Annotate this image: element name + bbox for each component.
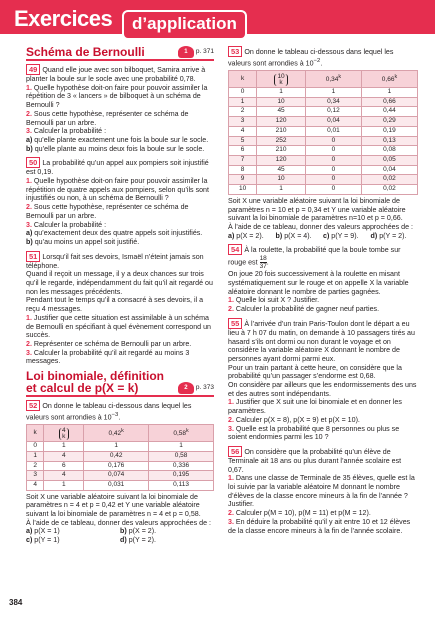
table-cell: 10 [257, 175, 306, 185]
question-text: Quelle hypothèse doit-on faire pour pouvoir assimiler la répétition de quatre appels aux pompiers, selon qu’ils sont injustifiés ou non, à un schéma de Bernoulli ? [26, 177, 209, 203]
col-header [305, 71, 361, 88]
section-binomial [26, 370, 214, 397]
table-cell: 6 [44, 461, 84, 471]
table-cell: 0 [305, 146, 361, 156]
table-cell: 0,66 [361, 97, 417, 107]
fraction-denominator: 37 [259, 263, 267, 271]
table-cell: 5 [229, 136, 257, 146]
question-number: 2. [26, 339, 32, 348]
table-cell: 0 [305, 185, 361, 195]
table-cell: 0 [305, 155, 361, 165]
table-row [229, 165, 418, 175]
exercise-intro: Lorsqu’il fait ses devoirs, Ismaël n’éteint jamais son téléphone. [26, 252, 204, 270]
question-text: Calculer la probabilité qu’il ait regardé au moins 3 messages. [26, 348, 190, 366]
col-header: k [27, 425, 44, 442]
answer-item [120, 536, 214, 545]
exercise-intro: À la roulette, la probabilité que la boule tombe sur rouge est [228, 246, 401, 267]
table-cell: 4 [229, 126, 257, 136]
table-cell: 0,44 [361, 107, 417, 117]
item-text: p(Y = 2). [128, 536, 156, 545]
binomial-table [26, 424, 214, 491]
table-cell: 0,13 [361, 136, 417, 146]
table-cell: 0,02 [361, 185, 417, 195]
answer-item [120, 527, 214, 536]
paragraph: On considère par ailleurs que les endormissements des uns et des autres sont indépendants. [228, 381, 417, 398]
answer-item [276, 232, 324, 241]
table-cell: 0,42 [84, 451, 149, 461]
question-number: 3. [228, 424, 234, 433]
table-cell: 0 [229, 88, 257, 98]
question-text: Dans une classe de Terminale de 35 élèves, quelle est la loi suivie par la variable aléatoire M donnant le nombre d’élèves de la classe encore mineurs à la fin de l’année ? Justifier. [228, 474, 415, 509]
exercise-intro: On donne le tableau ci-dessous dans lequel les valeurs sont arrondies à 10 [228, 48, 394, 68]
question-number: 2. [228, 305, 234, 314]
table-cell: 1 [84, 442, 149, 452]
question-number: 1. [26, 313, 32, 322]
table-row [229, 136, 418, 146]
table-row [229, 97, 418, 107]
table-cell: 2 [27, 461, 44, 471]
table-row [229, 146, 418, 156]
table-cell: 0,05 [361, 155, 417, 165]
table-cell: 0,074 [84, 471, 149, 481]
table-cell: 1 [257, 185, 306, 195]
table-row [229, 155, 418, 165]
question-number: 2. [26, 203, 32, 212]
item-text: p(Y = 9). [331, 231, 359, 240]
table-cell: 0,08 [361, 146, 417, 156]
item-text: qu’elle plante au moins deux fois la boule sur le socle. [34, 144, 205, 153]
table-cell: 0,04 [305, 117, 361, 127]
item-letter: b) [26, 237, 33, 246]
question-text: Quelle est la probabilité que 8 personnes ou plus se soient endormies parmi les 10 ? [228, 424, 400, 442]
table-cell: 9 [229, 175, 257, 185]
item-text: p(X = 2). [128, 527, 157, 536]
table-cell: 45 [257, 107, 306, 117]
col-header-exp: k [338, 74, 342, 81]
paragraph: Quand il reçoit un message, il y a deux chances sur trois qu’il le regarde, indépendamment du fait qu’il ait regardé ou non les messages précédents. [26, 270, 213, 296]
question-number: 3. [26, 127, 32, 136]
exercise-number: 49 [26, 64, 40, 75]
col-header-base: 0,34 [325, 76, 339, 84]
table-cell: 120 [257, 155, 306, 165]
exercise-49 [26, 64, 214, 153]
paragraph: Soit X une variable aléatoire suivant la loi binomiale de paramètres n = 4 et p = 0,42 et Y une variable aléatoire suivant la loi binomiale de paramètres n = 4 et p = 0,58. [26, 492, 201, 519]
section-bernoulli [26, 46, 214, 61]
section-ref [178, 382, 214, 394]
exercise-51 [26, 251, 214, 366]
item-text: p(X = 4). [284, 231, 312, 240]
item-letter: b) [26, 144, 33, 153]
exponent: −3 [111, 412, 119, 419]
exercise-number: 56 [228, 446, 242, 457]
item-letter: c) [323, 231, 330, 240]
answer-item [371, 232, 419, 241]
fraction-numerator: 18 [259, 255, 267, 263]
table-cell: 6 [229, 146, 257, 156]
page-ref: p. 371 [195, 47, 214, 55]
table-cell: 45 [257, 165, 306, 175]
col-header [361, 71, 417, 88]
binom-coef [59, 428, 69, 440]
item-letter: b) [120, 527, 127, 536]
left-column [26, 46, 214, 549]
table-cell: 210 [257, 146, 306, 156]
table-row [27, 461, 214, 471]
binomial-table [228, 70, 418, 195]
question-number: 1. [228, 398, 234, 407]
paragraph: Soit X une variable aléatoire suivant la loi binomiale de paramètres n = 10 et p = 0,34 et Y une variable aléatoire suivant la loi binomiale de paramètres n=10 et p = 0,66. [228, 196, 406, 223]
exercise-50 [26, 157, 214, 246]
binom-bottom: k [279, 78, 283, 86]
item-letter: a) [228, 231, 235, 240]
binom-bottom: k [62, 432, 66, 440]
col-header [44, 425, 84, 442]
table-cell: 1 [361, 88, 417, 98]
col-header-exp: k [186, 428, 189, 435]
table-row [27, 451, 214, 461]
table-cell: 1 [44, 442, 84, 452]
item-text: p(Y = 1) [34, 536, 60, 545]
question-text: En déduire la probabilité qu’il y ait entre 10 et 12 élèves de la classe encore mineurs à la fin de l’année scolaire. [228, 517, 411, 535]
table-cell: 0,195 [149, 471, 214, 481]
question-text: Sous cette hypothèse, représenter ce schéma de Bernoulli par un arbre. [26, 109, 189, 127]
table-cell: 2 [229, 107, 257, 117]
exercise-number: 54 [228, 244, 242, 255]
item-letter: b) [275, 231, 283, 240]
table-cell: 0 [305, 165, 361, 175]
table-cell: 0 [27, 442, 44, 452]
table-cell: 120 [257, 117, 306, 127]
table-cell: 10 [257, 97, 306, 107]
table-cell: 1 [149, 442, 214, 452]
table-row [27, 480, 214, 490]
section-title: Schéma de Bernoulli [26, 45, 145, 59]
question-number: 3. [26, 220, 32, 229]
table-cell: 4 [44, 451, 84, 461]
table-cell: 0,336 [149, 461, 214, 471]
exercise-54: 54 À la roulette, la probabilité que la boule tombe sur rouge est $\frac{18}{37}$ . On joue 20 fois successivement à la roulette en misant systématiquement sur le rouge et on appelle X la variable aléatoire donnant le nombre de parties gagnées. 1. Quelle loi suit X ? Justifier. 2. Calculer la probabilité de gagner neuf parties. [228, 244, 418, 314]
table-row [229, 126, 418, 136]
table-cell: 10 [229, 185, 257, 195]
col-header-base: 0,42 [108, 430, 122, 438]
fraction [260, 255, 267, 270]
punctuation: . [118, 413, 121, 422]
table-cell: 4 [44, 471, 84, 481]
item-text: p(X = 1) [34, 527, 60, 536]
table-cell: 0,01 [305, 126, 361, 136]
exercise-intro: On donne le tableau ci-dessous dans lequel les valeurs sont arrondies à 10 [26, 402, 192, 422]
paragraph: À l’aide de ce tableau, donner des valeurs approchées de : [228, 222, 413, 231]
table-cell: 0 [305, 136, 361, 146]
question-number: 3. [26, 348, 32, 357]
table-row [27, 471, 214, 481]
table-row [229, 175, 418, 185]
answer-item [26, 527, 120, 536]
exercise-number: 53 [228, 46, 242, 57]
col-header [84, 425, 149, 442]
table-cell: 0,113 [149, 480, 214, 490]
table-cell: 7 [229, 155, 257, 165]
exercise-intro: Quand elle joue avec son bilboquet, Samira arrive à planter la boule sur le socle avec une probabilité 0,78. [26, 66, 206, 83]
table-cell: 0,29 [361, 117, 417, 127]
table-cell: 0,58 [149, 451, 214, 461]
table-cell: 0 [305, 175, 361, 185]
exercise-number: 51 [26, 251, 40, 262]
table-cell: 1 [27, 451, 44, 461]
table-cell: 3 [229, 117, 257, 127]
answers-row [26, 527, 214, 536]
paragraph: Pendant tout le temps qu’il a consacré à ses devoirs, il a reçu 4 messages. [26, 296, 204, 314]
item-letter: c) [26, 536, 33, 545]
question-text: Calculer la probabilité : [33, 127, 107, 136]
section-ref [178, 46, 214, 58]
table-cell: 4 [27, 480, 44, 490]
col-header: k [229, 71, 257, 88]
exercise-number: 52 [26, 400, 40, 411]
exponent: −2 [313, 58, 321, 64]
answers-row [26, 536, 214, 545]
table-cell: 1 [257, 88, 306, 98]
table-cell: 1 [229, 97, 257, 107]
table-cell: 210 [257, 126, 306, 136]
item-text: qu’exactement deux des quatre appels soit injustifiés. [34, 229, 203, 238]
table-row [229, 185, 418, 195]
item-text: qu’au moins un appel soit justifié. [34, 237, 140, 246]
col-header-exp: k [121, 428, 124, 435]
answer-item [26, 536, 120, 545]
table-cell: 0,02 [361, 175, 417, 185]
exercise-55 [228, 318, 418, 442]
paragraph: Pour un train partant à cette heure, on considère que la probabilité qu’un passager s’endorme est 0,68. [228, 363, 402, 381]
exercise-number: 55 [228, 318, 242, 329]
item-letter: a) [26, 527, 33, 536]
answer-item [228, 232, 276, 241]
paragraph: On joue 20 fois successivement à la roulette en misant systématiquement sur le rouge et on appelle X la variable aléatoire donnant le nombre de parties gagnées. [228, 270, 409, 296]
page-number: 384 [9, 598, 23, 607]
question-text: Calculer p(M = 10), p(M = 11) et p(M = 12). [235, 509, 371, 518]
col-header-base: 0,58 [173, 430, 187, 438]
method-badge-icon: 1 [178, 46, 194, 58]
page-header [0, 0, 435, 42]
table-body [229, 88, 418, 195]
section-title-line: et calcul de p(X = k) [26, 381, 139, 396]
item-text: p(X = 2). [236, 231, 264, 240]
col-header-exp: k [394, 74, 398, 81]
table-body [27, 442, 214, 491]
exercise-intro: À l’arrivée d’un train Paris-Toulon dont le départ a eu lieu à 7 h 07 du matin, on demande à 10 passagers tirés au hasard s’ils ont dormi ou non durant le voyage et on considère la variable aléatoire X donnant le nombre de personnes ayant dormi parmi eux. [228, 319, 415, 363]
question-text: Sous cette hypothèse, représenter ce schéma de Bernoulli par un arbre. [26, 203, 189, 220]
table-cell: 0,04 [361, 165, 417, 175]
table-row [229, 107, 418, 117]
exercise-56 [228, 446, 418, 535]
punctuation: . [320, 59, 323, 68]
binom-top: 10 [277, 72, 285, 80]
question-text: Quelle hypothèse doit-on faire pour pouvoir assimiler la répétition de 3 « lancers » de bilboquet à un schéma de Bernoulli ? [26, 83, 208, 110]
item-text: p(Y = 2). [379, 231, 407, 240]
binom-top: 4 [61, 426, 66, 434]
table-cell: 3 [27, 471, 44, 481]
answer-item [323, 232, 371, 241]
item-letter: a) [26, 229, 33, 238]
right-column [228, 46, 418, 539]
table-row [229, 117, 418, 127]
table-cell: 1 [305, 88, 361, 98]
item-letter: d) [370, 231, 378, 240]
question-number: 2. [228, 509, 234, 518]
method-badge-icon: 2 [178, 382, 194, 394]
exercise-number: 50 [26, 157, 40, 168]
col-header-base: 0,66 [381, 76, 395, 84]
item-letter: a) [26, 135, 33, 144]
section-title-line: Loi binomiale, définition [26, 369, 164, 384]
section-title [26, 370, 164, 394]
binom-coef [274, 74, 287, 86]
table-cell: 252 [257, 136, 306, 146]
answers-row [228, 232, 418, 241]
table-cell: 0,34 [305, 97, 361, 107]
question-number: 2. [26, 109, 32, 118]
question-number: 1. [228, 296, 234, 305]
header-subtitle-tab: d’application [122, 10, 247, 40]
table-cell: 1 [44, 480, 84, 490]
table-cell: 0,176 [84, 461, 149, 471]
question-text: Justifier que X suit une loi binomiale et en donner les paramètres. [228, 398, 402, 416]
question-text: Justifier que cette situation est assimilable à un schéma de Bernoulli en spécifiant à quel évènement correspond un succès. [26, 313, 211, 340]
header-title: Exercices [14, 6, 113, 31]
table-cell: 0,031 [84, 480, 149, 490]
question-number: 1. [26, 83, 32, 92]
question-text: Quelle loi suit X ? Justifier. [235, 296, 320, 305]
question-text: Calculer la probabilité de gagner neuf parties. [235, 305, 380, 314]
question-number: 1. [228, 474, 234, 483]
question-number: 2. [228, 415, 234, 424]
exercise-52 [26, 400, 214, 545]
table-cell: 0,19 [361, 126, 417, 136]
exercise-intro: On considère que la probabilité qu’un élève de Terminale ait 18 ans ou plus durant l’année scolaire est 0,67. [228, 447, 402, 474]
col-header [257, 71, 306, 88]
table-cell: 0,12 [305, 107, 361, 117]
exercise-intro: La probabilité qu’un appel aux pompiers soit injustifié est 0,19. [26, 159, 209, 177]
item-text: qu’elle plante exactement une fois la boule sur le socle. [34, 135, 209, 144]
table-cell: 8 [229, 165, 257, 175]
exercise-53 [228, 46, 418, 240]
paragraph: À l’aide de ce tableau, donner des valeurs approchées de : [26, 518, 211, 527]
table-row [229, 88, 418, 98]
question-text: Calculer la probabilité : [33, 220, 107, 229]
question-text: Représenter ce schéma de Bernoulli par un arbre. [33, 339, 192, 348]
item-letter: d) [120, 536, 127, 545]
question-text: Calculer p(X = 8), p(X = 9) et p(X = 10). [235, 415, 360, 424]
table-row [27, 442, 214, 452]
col-header [149, 425, 214, 442]
question-number: 1. [26, 177, 32, 186]
page-ref: p. 373 [195, 383, 214, 391]
question-number: 3. [228, 517, 234, 526]
